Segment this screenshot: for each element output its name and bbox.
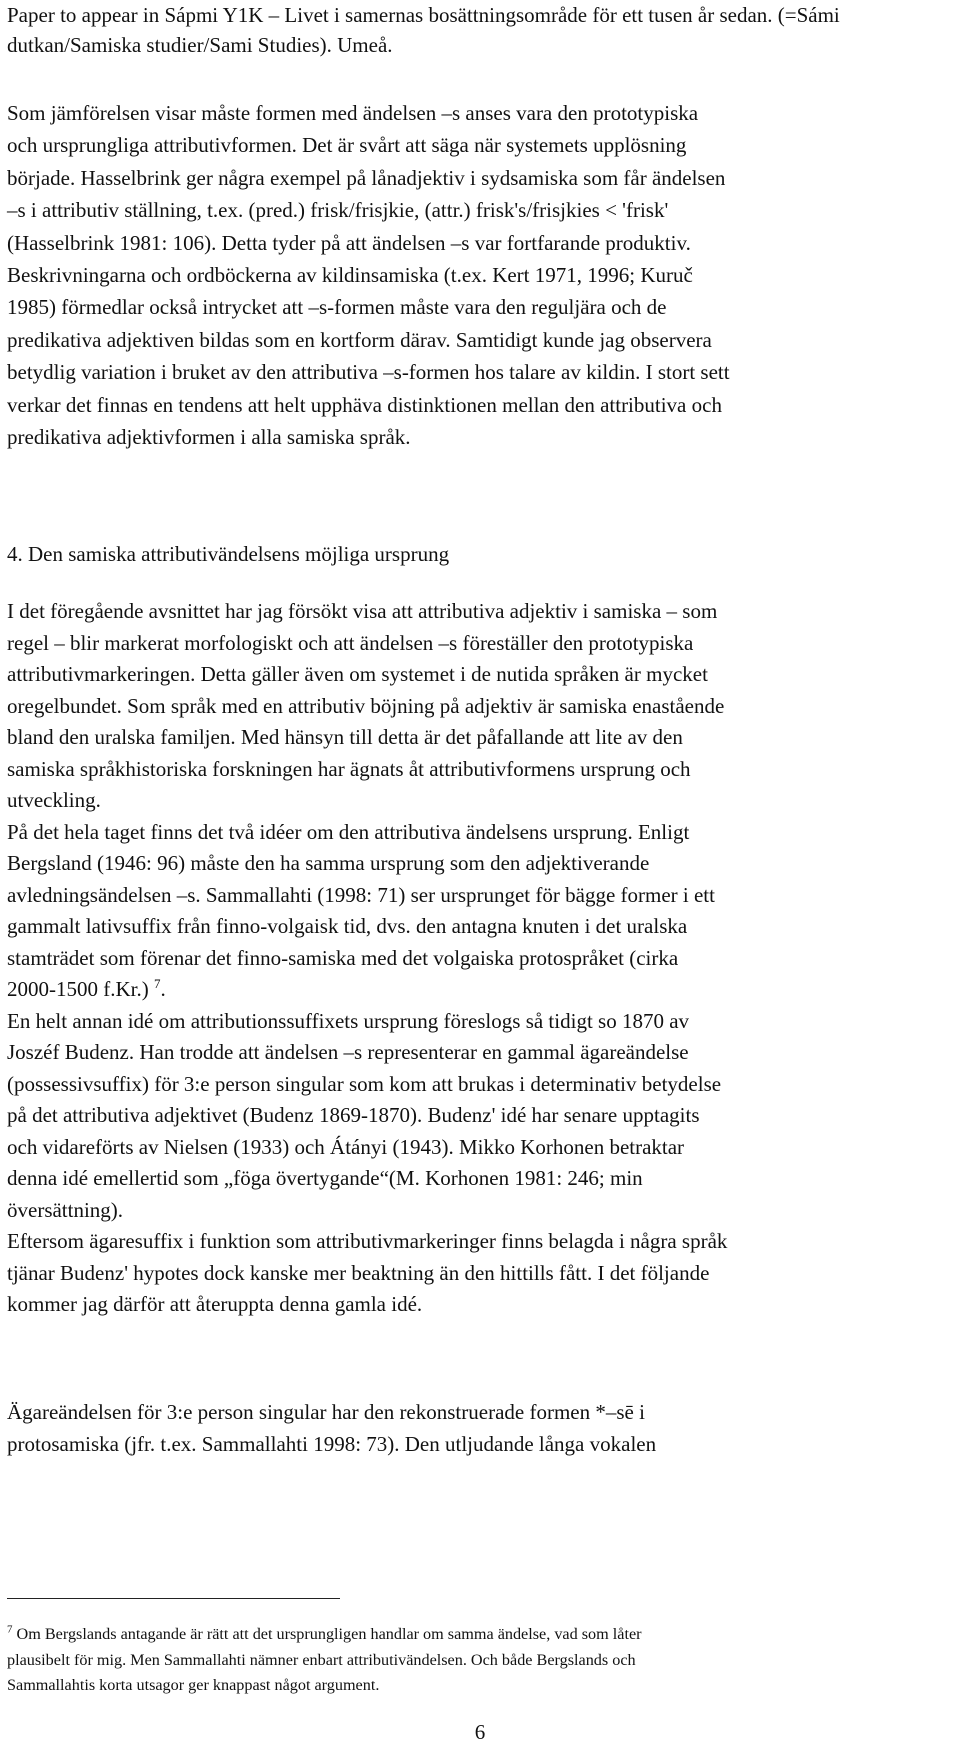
text-line: avledningsändelsen –s. Sammallahti (1998: 71) ser ursprunget för bägge former i ett (7, 882, 715, 907)
text-line: predikativa adjektivformen i alla samiska språk. (7, 425, 411, 450)
text-line: –s i attributiv ställning, t.ex. (pred.) frisk/frisjkie, (attr.) frisk's/frisjkies < 'frisk' (7, 198, 669, 223)
text-line: På det hela taget finns det två idéer om den attributiva ändelsens ursprung. Enligt (7, 819, 690, 844)
paragraph-origin-ideas (7, 596, 955, 1321)
text-line: Bergsland (1946: 96) måste den ha samma ursprung som den adjektiverande (7, 851, 650, 875)
text-line: Joszéf Budenz. Han trodde att ändelsen –s representerar en gammal ägareändelse (7, 1040, 689, 1064)
text-line: verkar det finnas en tendens att helt upphäva distinktionen mellan den attributiva och (7, 392, 722, 417)
text-line: tjänar Budenz' hypotes dock kanske mer beaktning än den hittills fått. I det följande (7, 1260, 710, 1285)
text-fragment: Om Bergslands antagande är rätt att det ursprungligen handlar om samma ändelse, vad som låter (16, 1625, 642, 1643)
text-line: Eftersom ägaresuffix i funktion som attributivmarkeringer finns belagda i några språk (7, 1229, 728, 1253)
page-number: 6 (474, 1720, 486, 1744)
text-line (7, 974, 955, 1006)
text-line: kommer jag därför att återuppta denna gamla idé. (7, 1292, 423, 1316)
text-line: oregelbundet. Som språk med en attributiv böjning på adjektiv är samiska enastående (7, 693, 725, 718)
text-line: Ägareändelsen för 3:e person singular har den rekonstruerade formen *–sē i (7, 1400, 645, 1424)
text-line: regel – blir markerat morfologiskt och att ändelsen –s föreställer den prototypiska (7, 630, 694, 655)
text-line: (possessivsuffix) för 3:e person singular som kom att brukas i determinativ betydelse (7, 1071, 722, 1096)
text-line: 1985) förmedlar också intrycket att –s-formen måste vara den reguljära och de (7, 295, 667, 320)
text-line: bland den uralska familjen. Med hänsyn till detta är det påfallande att lite av den (7, 725, 683, 749)
text-line: betydlig variation i bruket av den attributiva –s-formen hos talare av kildin. I stort sett (7, 360, 730, 385)
text-line: attributivmarkeringen. Detta gäller även om systemet i de nutida språken är mycket (7, 662, 708, 686)
text-line: började. Hasselbrink ger några exempel på lånadjektiv i sydsamiska som får ändelsen (7, 165, 726, 190)
text-line: på det attributiva adjektivet (Budenz 1869-1870). Budenz' idé har senare upptagits (7, 1103, 700, 1127)
text-fragment: 2000-1500 f.Kr.) (7, 977, 149, 1001)
paragraph-possessive-ending (7, 1396, 955, 1460)
header-line: dutkan/Samiska studier/Sami Studies). Umeå. (7, 33, 393, 57)
text-fragment: . (160, 977, 166, 1001)
text-line: En helt annan idé om attributionssuffixets ursprung föreslogs så tidigt so 1870 av (7, 1008, 690, 1033)
paragraph-prototypical-form (7, 97, 955, 453)
text-line: (Hasselbrink 1981: 106). Detta tyder på att ändelsen –s var fortfarande produktiv. (7, 230, 691, 255)
text-line: Beskrivningarna och ordböckerna av kildinsamiska (t.ex. Kert 1971, 1996; Kuruč (7, 263, 693, 288)
text-line: översättning). (7, 1197, 124, 1222)
text-line: och ursprungliga attributivformen. Det är svårt att säga när systemets upplösning (7, 133, 687, 158)
running-header (7, 0, 955, 60)
footnote-reference[interactable]: 7 (153, 976, 161, 991)
footnote-line (7, 1622, 955, 1648)
footnote-mark: 7 (7, 1623, 13, 1636)
footnote-line: Sammallahtis korta utsagor ger knappast något argument. (7, 1676, 380, 1694)
text-line: och vidareförts av Nielsen (1933) och Átányi (1943). Mikko Korhonen betraktar (7, 1134, 685, 1159)
section-heading: 4. Den samiska attributivändelsens möjliga ursprung (7, 542, 450, 566)
text-line: gammalt lativsuffix från finno-volgaisk tid, dvs. den antagna knuten i det uralska (7, 914, 688, 938)
text-line: denna idé emellertid som „föga övertygande“(M. Korhonen 1981: 246; min (7, 1166, 643, 1190)
footnote (7, 1622, 955, 1699)
footnote-divider (7, 1598, 340, 1599)
footnote-line: plausibelt för mig. Men Sammallahti nämner enbart attributivändelsen. Och både Bergslands och (7, 1650, 636, 1669)
text-line: stamträdet som förenar det finno-samiska med det volgaiska protospråket (cirka (7, 945, 679, 970)
header-line: Paper to appear in Sápmi Y1K – Livet i samernas bosättningsområde för ett tusen år sedan. (=Sámi (7, 3, 840, 27)
text-line: protosamiska (jfr. t.ex. Sammallahti 1998: 73). Den utljudande långa vokalen (7, 1432, 657, 1456)
text-line: predikativa adjektiven bildas som en kortform därav. Samtidigt kunde jag observera (7, 327, 712, 352)
text-line: utveckling. (7, 788, 101, 812)
text-line: samiska språkhistoriska forskningen har ägnats åt attributivformens ursprung och (7, 756, 691, 781)
text-line: Som jämförelsen visar måste formen med ändelsen –s anses vara den prototypiska (7, 101, 699, 125)
text-line: I det föregående avsnittet har jag försökt visa att attributiva adjektiv i samiska – som (7, 599, 718, 623)
